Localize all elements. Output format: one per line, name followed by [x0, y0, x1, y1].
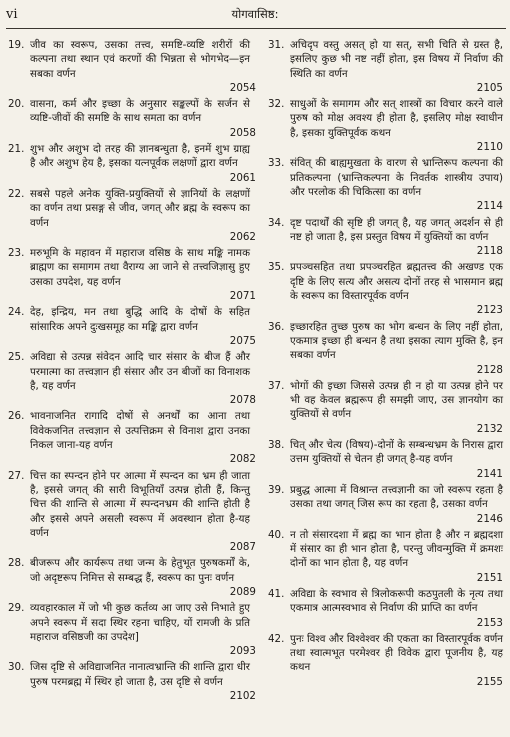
entry-title: साधुओं के समागम और सत् शास्त्रों का विचार करने वाले पुरुष को मोक्ष अवश्य ही होता है, इसलिए मोक्ष स्वाधीन है, इसका युक्तिपूर्वक कथन: [290, 98, 503, 139]
entry-number: 34.: [268, 216, 285, 229]
entry-number: 22.: [8, 187, 25, 200]
contents-entry: [8, 660, 256, 703]
entry-page-number: 2141: [476, 467, 503, 480]
entry-page-number: 2054: [229, 81, 256, 94]
entry-page-number: 2058: [229, 126, 256, 139]
entry-page-number: 2078: [229, 394, 256, 407]
entry-title: संवित् की बाह्यमुखता के वारण से भ्रान्तिरूप कल्पना की प्रतिकल्पना (भ्रान्तिकल्पना के निवर्तक शास्त्रीय उपाय) और परलोक की चिकित्सा का वर्णन: [290, 157, 503, 198]
entry-title: देह, इन्द्रिय, मन तथा बुद्धि आदि के दोषों के सहित सांसारिक अपने दुःखसमूह का मङ्कि द्वारा वर्णन: [30, 306, 250, 333]
contents-entry: [8, 246, 256, 303]
entry-page-number: 2155: [476, 675, 503, 688]
entry-number: 41.: [268, 587, 285, 600]
entry-page-number: 2093: [229, 645, 256, 658]
entry-page-number: 2153: [476, 616, 503, 629]
entry-title: अचिदृप वस्तु असत् हो या सत्, सभी चिति से ग्रस्त है, इसलिए कुछ भी नष्ट नहीं होता, इस विषय में निर्वाण की स्थिति का वर्णन: [290, 39, 503, 80]
contents-entry: [8, 187, 256, 244]
entry-title: शुभ और अशुभ दो तरह की ज्ञानबन्धुता है, इनमें शुभ ग्राह्य है और अशुभ हेय है, इसका यत्नपूर्वक लक्षणों द्वारा वर्णन: [30, 143, 250, 170]
contents-entry: [8, 97, 256, 140]
contents-entry: [8, 38, 256, 95]
contents-entry: [268, 156, 503, 213]
entry-number: 23.: [8, 247, 25, 260]
entry-number: 39.: [268, 483, 285, 496]
entry-title: अविद्या से उत्पन्न संवेदन आदि चार संसार के बीज हैं और परमात्मा का तत्त्वज्ञान ही संसार और उन बीजों का विनाशक है, यह वर्णन: [30, 351, 250, 392]
entry-title: अविद्या के स्वभाव से त्रिलोकरूपी कठपुतली के नृत्य तथा एकमात्र आत्मस्वभाव से निर्वाण की प्राप्ति का वर्णन: [290, 587, 503, 615]
entry-number: 33.: [268, 157, 285, 170]
contents-entry: [8, 305, 256, 348]
entry-number: 21.: [8, 143, 25, 156]
page-number: vi: [6, 7, 18, 22]
contents-entry: [268, 438, 503, 481]
entry-number: 35.: [268, 261, 285, 274]
entry-title: बीजरूप और कार्यरूप तथा जन्म के हेतुभूत पुरुषकर्मों के, जो अदृष्टरूप निमित्त से सम्बद्ध हैं, स्वरूप का पुनः वर्णन: [30, 557, 250, 584]
contents-entry: [268, 528, 503, 585]
entry-title: भावनाजनित रागादि दोषों से अनर्थों का आना तथा विवेकजनित तत्त्वज्ञान से उत्पत्तिक्रम से विनाश द्वारा उनका निकल जाना-यह वर्णन: [30, 410, 250, 452]
contents-entry: [8, 350, 256, 407]
entry-title: वासना, कर्म और इच्छा के अनुसार सङ्कल्पों के सर्जन से व्यष्टि-जीवों की समष्टि के साथ समता का वर्णन: [30, 98, 250, 125]
entry-number: 27.: [8, 469, 25, 482]
entry-number: 26.: [8, 410, 25, 423]
entry-title: व्यवहारकाल में जो भी कुछ कर्तव्य आ जाए उसे निभाते हुए अपने स्वरूप में सदा स्थिर रहना चाहिए, यों रामजी के प्रति महाराज वसिष्ठजी का उपदेश]: [30, 602, 250, 643]
entry-number: 40.: [268, 528, 285, 541]
entry-title: मरुभूमि के महावन में महाराज वसिष्ठ के साथ मङ्कि नामक ब्राह्मण का समागम तथा वैराग्य आ जाने से तत्त्वजिज्ञासु हुए उसका उपदेश, यह वर्णन: [30, 247, 250, 288]
entry-page-number: 2151: [476, 571, 503, 584]
entry-page-number: 2128: [476, 363, 503, 376]
entry-page-number: 2132: [476, 422, 503, 435]
entry-number: 36.: [268, 320, 285, 333]
entry-number: 29.: [8, 602, 25, 615]
entry-page-number: 2146: [476, 512, 503, 525]
entry-number: 28.: [8, 557, 25, 570]
contents-right-column: [268, 38, 503, 691]
contents-entry: [268, 632, 503, 689]
running-title: योगवासिष्ठ:: [231, 7, 279, 21]
entry-page-number: 2061: [229, 171, 256, 184]
entry-title: पुनः विश्व और विश्वेश्वर की एकता का विस्तारपूर्वक वर्णन तथा स्वात्मभूत परमेश्वर ही विवेक द्वारा पूजनीय है, यह कथन: [290, 632, 503, 674]
entry-page-number: 2075: [229, 334, 256, 347]
header-rule: [6, 28, 506, 29]
entry-title: प्रबुद्ध आत्मा में विश्रान्त तत्त्वज्ञानी का जो स्वरूप रहता है उसका तथा जगत् जिस रूप का रहता है, उसका वर्णन: [290, 483, 503, 511]
entry-number: 37.: [268, 379, 285, 392]
entry-title: चित्त का स्पन्दन होने पर आत्मा में स्पन्दन का भ्रम ही जाता है, इससे जगत् की सारी विभूतियाँ उत्पन्न होती हैं, किन्तु चित्त की शान्ति से आत्मा में स्पन्दनभ्रम की शान्ति होती है और इससे अपने असली स्वरूप में अवस्थान होता है-यह वर्णन: [30, 469, 250, 539]
contents-entry: [268, 483, 503, 526]
entry-title: प्रपञ्चसहित तथा प्रपञ्चरहित ब्रह्मतत्त्व की अखण्ड एक दृष्टि के लिए सत्य और असत्य दोनों तरह से भासमान ब्रह्म के स्वरूप का विस्तारपूर्वक वर्णन: [290, 261, 503, 303]
contents-entry: [268, 216, 503, 259]
contents-entry: [8, 469, 256, 555]
entry-page-number: 2123: [476, 304, 503, 317]
entry-title: जीव का स्वरूप, उसका तत्त्व, समष्टि-व्यष्टि शरीरों की कल्पना तथा स्थान एवं करणों की भिन्नता से भोगभेद—इन सबका वर्णन: [30, 39, 250, 80]
contents-left-column: [8, 38, 256, 705]
entry-page-number: 2110: [476, 141, 503, 154]
entry-page-number: 2082: [229, 453, 256, 466]
contents-entry: [8, 409, 256, 466]
entry-page-number: 2118: [476, 245, 503, 258]
entry-title: भोगों की इच्छा जिससे उत्पन्न ही न हो या उत्पन्न होने पर भी वह केवल ब्रह्मरूप ही समझी जाए, उस ज्ञानयोग का युक्तियों से वर्णन: [290, 379, 503, 421]
entry-number: 31.: [268, 39, 285, 51]
contents-entry: [268, 320, 503, 377]
contents-entry: [8, 142, 256, 185]
entry-number: 19.: [8, 39, 25, 51]
entry-number: 38.: [268, 439, 285, 452]
entry-number: 20.: [8, 98, 25, 111]
entry-number: 30.: [8, 661, 25, 674]
entry-page-number: 2102: [229, 690, 256, 703]
entry-page-number: 2114: [476, 200, 503, 213]
contents-entry: [8, 601, 256, 658]
entry-page-number: 2089: [229, 585, 256, 598]
entry-page-number: 2071: [229, 290, 256, 303]
entry-page-number: 2087: [229, 541, 256, 554]
entry-page-number: 2062: [229, 230, 256, 243]
entry-number: 25.: [8, 351, 25, 364]
entry-number: 42.: [268, 632, 285, 645]
entry-number: 32.: [268, 98, 285, 111]
contents-entry: [268, 38, 503, 95]
entry-title: चित् और चेत्य (विषय)-दोनों के सम्बन्धभ्रम के निरास द्वारा उत्तम युक्तियों से चेतन ही जगत् है-यह वर्णन: [290, 439, 503, 466]
entry-title: सबसे पहले अनेक युक्ति-प्रयुक्तियों से ज्ञानियों के लक्षणों का वर्णन तथा प्रसङ्ग से जीव, जगत् और ब्रह्म के स्वरूप का वर्णन: [30, 187, 250, 229]
entry-title: न तो संसारदशा में ब्रह्म का भान होता है और न ब्रह्मदशा में संसार का ही भान होता है, परन्तु जीवन्मुक्ति में क्रमशः दोनों का भान होता है, यह वर्णन: [290, 528, 503, 570]
entry-number: 24.: [8, 306, 25, 319]
contents-entry: [268, 587, 503, 630]
contents-entry: [8, 556, 256, 599]
entry-page-number: 2105: [476, 81, 503, 94]
contents-entry: [268, 379, 503, 436]
contents-entry: [268, 97, 503, 154]
contents-entry: [268, 260, 503, 317]
entry-title: जिस दृष्टि से अविद्याजनित नानात्वभ्रान्ति की शान्ति द्वारा धीर पुरुष परमब्रह्म में स्थिर हो जाता है, उस दृष्टि से वर्णन: [30, 661, 250, 688]
entry-title: दृष्ट पदार्थों की सृष्टि ही जगत् है, यह जगत् अदर्शन से ही नष्ट हो जाता है, इस प्रस्तुत विषय में युक्तियों का वर्णन: [290, 216, 503, 243]
entry-title: इच्छारहित तुच्छ पुरुष का भोग बन्धन के लिए नहीं होता, एकमात्र इच्छा ही बन्धन है तथा इसका त्याग मुक्ति है, इन सबका वर्णन: [290, 320, 503, 362]
